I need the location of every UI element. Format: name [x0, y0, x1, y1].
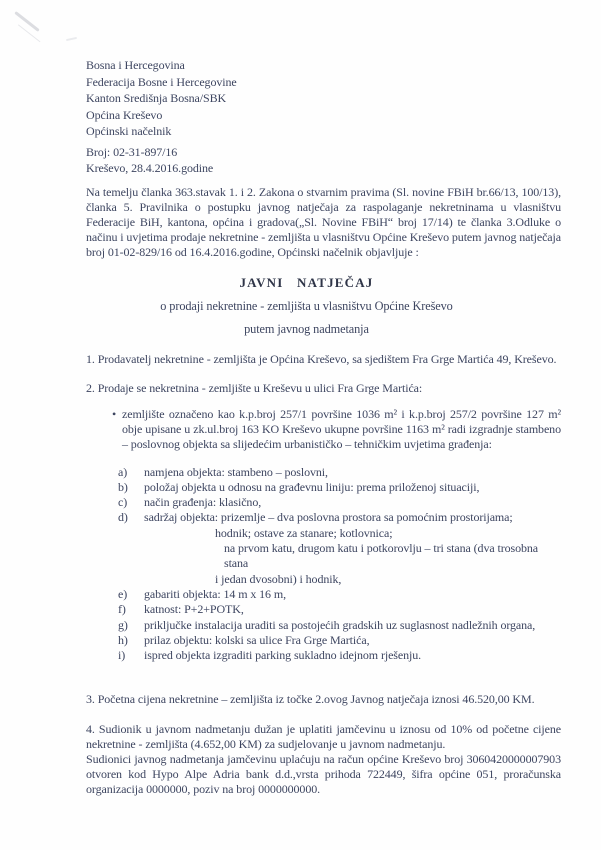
point-2-property: 2. Prodaje se nekretnina - zemljište u Kreševu u ulici Fra Grge Martića:: [86, 380, 423, 395]
condition-item-h: [86, 633, 561, 648]
scan-smudge-artifact: [66, 37, 77, 41]
condition-label: h): [118, 632, 128, 647]
place-and-date: Kreševo, 28.4.2016.godine: [86, 161, 214, 175]
condition-item-a: [86, 465, 561, 480]
condition-item-f: [86, 602, 561, 617]
condition-label: g): [118, 617, 128, 632]
condition-text: sadržaj objekta: prizemlje – dva poslovna prostora sa pomoćnim prostorijama;: [144, 510, 513, 525]
condition-item-e: [86, 587, 561, 602]
point-3-starting-price: 3. Početna cijena nekretnine – zemljišta iz točke 2.ovog Javnog natječaja iznosi 46.520,00 KM.: [86, 692, 535, 707]
point-4-deposit: 4. Sudionik u javnom nadmetanju dužan je uplatiti jamčevinu u iznosu od 10% od početne cijene nekretnine - zemljišta (4.652,00 KM) za sudjelovanje u javnom nadmetanju.: [86, 721, 561, 751]
point-1-seller: 1. Prodavatelj nekretnine - zemljišta je Općina Kreševo, sa sjedištem Fra Grge Martića 49, Kreševo.: [86, 351, 557, 366]
reference-block: [86, 144, 561, 177]
condition-label: i): [118, 648, 126, 663]
letterhead-country: Bosna i Hercegovina: [86, 58, 185, 72]
condition-label: e): [118, 586, 128, 601]
document-subtitle-line-2: putem javnog nadmetanja: [244, 321, 369, 336]
condition-text: namjena objekta: stambeno – poslovni,: [144, 464, 328, 479]
condition-item-g: [86, 618, 561, 633]
condition-text: prilaz objektu: kolski sa ulice Fra Grge Martića,: [144, 632, 370, 647]
letterhead-federation: Federacija Bosne i Hercegovine: [86, 74, 237, 89]
condition-item-c: [86, 495, 561, 510]
letterhead-mayor-office: Općinski načelnik: [86, 124, 172, 138]
condition-label: a): [118, 464, 128, 479]
condition-d-subline-1: hodnik; ostave za stanare; kotlovnica;: [215, 525, 393, 540]
condition-text: način građenja: klasično,: [144, 495, 262, 510]
condition-d-subline-2: na prvom katu, drugom katu i potkorovlju – tri stana (dva trosobna stana: [224, 541, 539, 571]
legal-basis-paragraph: Na temelju članka 363.stavak 1. i 2. Zakona o stvarnim pravima (Sl. novine FBiH br.66/13, 100/13), članka 5. Pravilnika o postupku javnog natječaja za raspolaganje nekretninama u vlasništvu Federacije BiH, kantona, općina i gradova(„Sl. Novine FBiH“ broj 17/14) te članka 3.Odluke o načinu i uvjetima prodaje nekretnine - zemljišta u vlasništvu Općine Kreševo putem javnog natječaja broj 01-02-829/16 od 16.4.2016.godine, Općinski načelnik objavljuje :: [86, 184, 561, 260]
condition-item-i: [86, 648, 561, 663]
condition-text: katnost: P+2+POTK,: [144, 602, 244, 617]
reference-number: Broj: 02-31-897/16: [86, 144, 178, 159]
condition-item-b: [86, 480, 561, 495]
document-title: JAVNI NATJEČAJ: [239, 274, 374, 290]
condition-text: položaj objekta u odnosu na građevnu liniju: prema priloženoj situaciji,: [144, 479, 480, 494]
condition-text: ispred objekta izgraditi parking sukladno idejnom rješenju.: [144, 648, 422, 663]
condition-label: f): [118, 602, 126, 617]
condition-label: d): [118, 510, 128, 525]
scan-smudge-artifact: [14, 11, 39, 32]
letterhead: [86, 57, 561, 140]
document-subtitle-line-1: o prodaji nekretnine - zemljišta u vlasništvu Općine Kreševo: [160, 298, 453, 313]
letterhead-canton: Kanton Središnja Bosna/SBK: [86, 91, 227, 105]
condition-label: c): [118, 495, 128, 510]
condition-label: b): [118, 479, 128, 494]
bullet-icon: •: [112, 406, 117, 421]
point-4-payment-account: Sudionici javnog nadmetanja jamčevinu uplaćuju na račun općine Kreševo broj 3060420000007903 otvoren kod Hypo Alpe Adria bank d.d.,vrsta prihoda 722449, šifra općine 051, proračunska organizacija 0000000, poziv na broj 0000000000.: [86, 752, 561, 797]
parcel-description: zemljište označeno kao k.p.broj 257/1 površine 1036 m² i k.p.broj 257/2 površine 127 m² obje upisane u zk.ul.broj 163 KO Kreševo ukupne površine 1163 m² radi izgradnje stambeno – poslovnog objekta sa slijedećim urbanističko – tehničkim uvjetima građenja:: [122, 406, 561, 452]
condition-d-subline-3: i jedan dvosobni) i hodnik,: [215, 571, 342, 586]
letterhead-municipality: Općina Kreševo: [86, 107, 163, 122]
parcel-bullet-item: [86, 407, 561, 453]
condition-item-d: [86, 510, 561, 525]
condition-text: gabariti objekta: 14 m x 16 m,: [144, 586, 286, 601]
building-conditions-list: [86, 465, 561, 664]
condition-text: priključke instalacija uraditi sa postojećih gradskih uz suglasnost nadležnih organa,: [144, 617, 536, 632]
